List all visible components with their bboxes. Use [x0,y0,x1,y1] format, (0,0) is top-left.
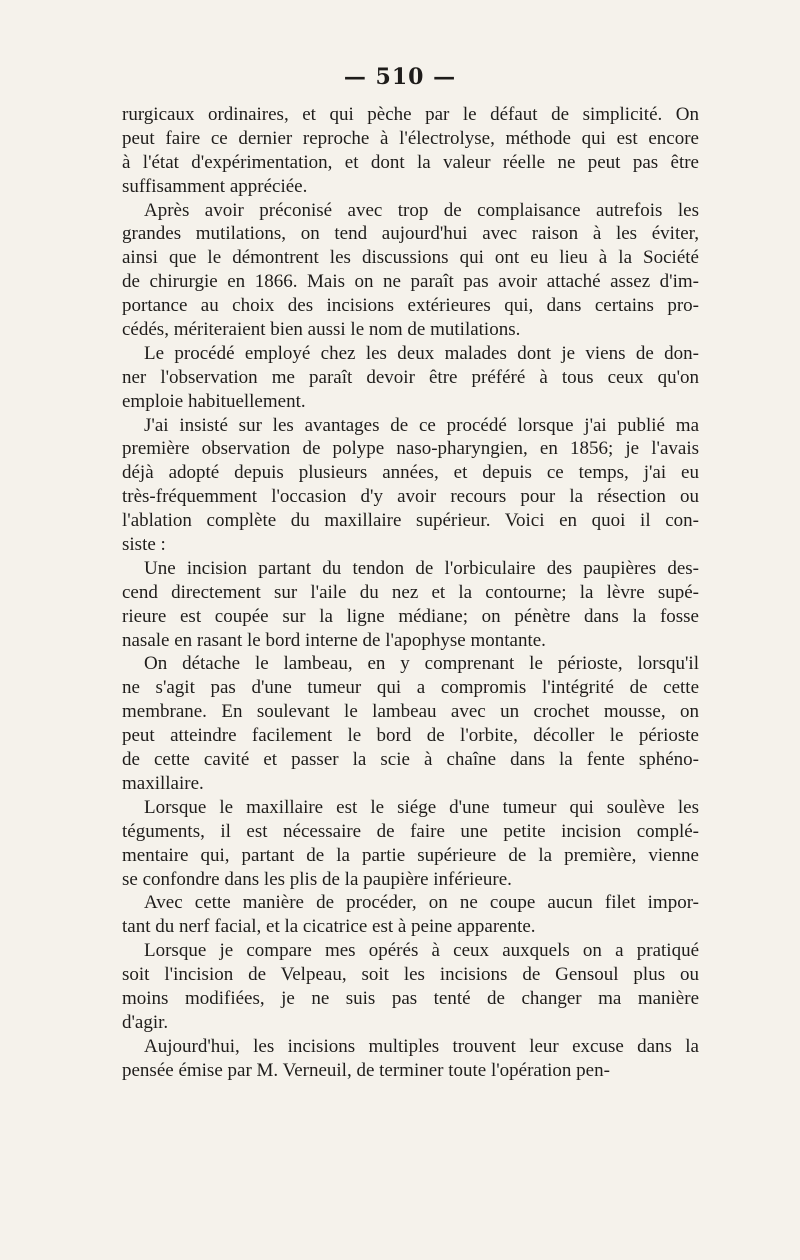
text-line: emploie habituellement. [122,390,306,412]
text-line: cend directement sur l'aile du nez et la contourne; la lèvre supé- [122,581,699,603]
text-line: Après avoir préconisé avec trop de complaisance autrefois les [144,199,699,221]
text-line: peut atteindre facilement le bord de l'orbite, décoller le périoste [122,725,699,747]
text-line: ne s'agit pas d'une tumeur qui a compromis l'intégrité de cette [122,677,699,699]
text-line: pensée émise par M. Verneuil, de terminer toute l'opération pen- [122,1059,610,1081]
text-line: tant du nerf facial, et la cicatrice est à peine apparente. [122,916,536,938]
text-line: moins modifiées, je ne suis pas tenté de changer ma manière [122,987,699,1009]
paragraph [122,342,699,414]
paragraph [122,199,699,342]
text-line: portance au choix des incisions extérieures qui, dans certains pro- [122,295,699,317]
text-line: ainsi que le démontrent les discussions qui ont eu lieu à la Société [122,247,699,269]
text-line: rieure est coupée sur la ligne médiane; on pénètre dans la fosse [122,605,699,627]
text-line: Lorsque le maxillaire est le siége d'une tumeur qui soulève les [144,796,699,818]
text-line: de cette cavité et passer la scie à chaîne dans la fente sphéno- [122,749,699,771]
text-line: nasale en rasant le bord interne de l'apophyse montante. [122,629,546,651]
paragraph [122,891,699,939]
paragraph [122,939,699,1035]
text-line: J'ai insisté sur les avantages de ce procédé lorsque j'ai publié ma [144,414,699,436]
text-line: Aujourd'hui, les incisions multiples trouvent leur excuse dans la [144,1035,699,1057]
paragraph [122,557,699,653]
text-line: de chirurgie en 1866. Mais on ne paraît pas avoir attaché assez d'im- [122,271,699,293]
text-line: Avec cette manière de procéder, on ne coupe aucun filet impor- [144,892,699,914]
text-line: soit l'incision de Velpeau, soit les incisions de Gensoul plus ou [122,964,699,986]
text-line: très-fréquemment l'occasion d'y avoir recours pour la résection ou [122,486,699,508]
text-line: siste : [122,534,166,556]
paragraph [122,796,699,892]
text-line: déjà adopté depuis plusieurs années, et depuis ce temps, j'ai eu [122,462,699,484]
text-line: grandes mutilations, on tend aujourd'hui avec raison à les éviter, [122,223,699,245]
paragraph [122,103,699,199]
text-line: membrane. En soulevant le lambeau avec un crochet mousse, on [122,701,699,723]
text-line: mentaire qui, partant de la partie supérieure de la première, vienne [122,844,699,866]
text-line: maxillaire. [122,772,204,794]
text-line: à l'état d'expérimentation, et dont la valeur réelle ne peut pas être [122,151,699,173]
text-line: première observation de polype naso-pharyngien, en 1856; je l'avais [122,438,699,460]
text-line: Lorsque je compare mes opérés à ceux auxquels on a pratiqué [144,940,699,962]
text-line: Le procédé employé chez les deux malades dont je viens de don- [144,342,699,364]
text-line: l'ablation complète du maxillaire supérieur. Voici en quoi il con- [122,510,699,532]
text-line: On détache le lambeau, en y comprenant le périoste, lorsqu'il [144,653,699,675]
paragraph [122,1035,699,1083]
body-text [122,103,699,1083]
text-line: se confondre dans les plis de la paupière inférieure. [122,868,512,890]
text-line: téguments, il est nécessaire de faire une petite incision complé- [122,820,699,842]
text-line: Une incision partant du tendon de l'orbiculaire des paupières des- [144,557,699,579]
text-line: d'agir. [122,1011,169,1033]
text-line: cédés, mériteraient bien aussi le nom de mutilations. [122,319,521,341]
page-number: — 510 — [343,64,457,90]
paragraph [122,414,699,557]
text-line: suffisamment appréciée. [122,175,308,197]
text-line: rurgicaux ordinaires, et qui pèche par le défaut de simplicité. On [122,104,699,125]
text-line: ner l'observation me paraît devoir être préféré à tous ceux qu'on [122,366,699,388]
text-line: peut faire ce dernier reproche à l'électrolyse, méthode qui est encore [122,127,699,149]
paragraph [122,652,699,795]
